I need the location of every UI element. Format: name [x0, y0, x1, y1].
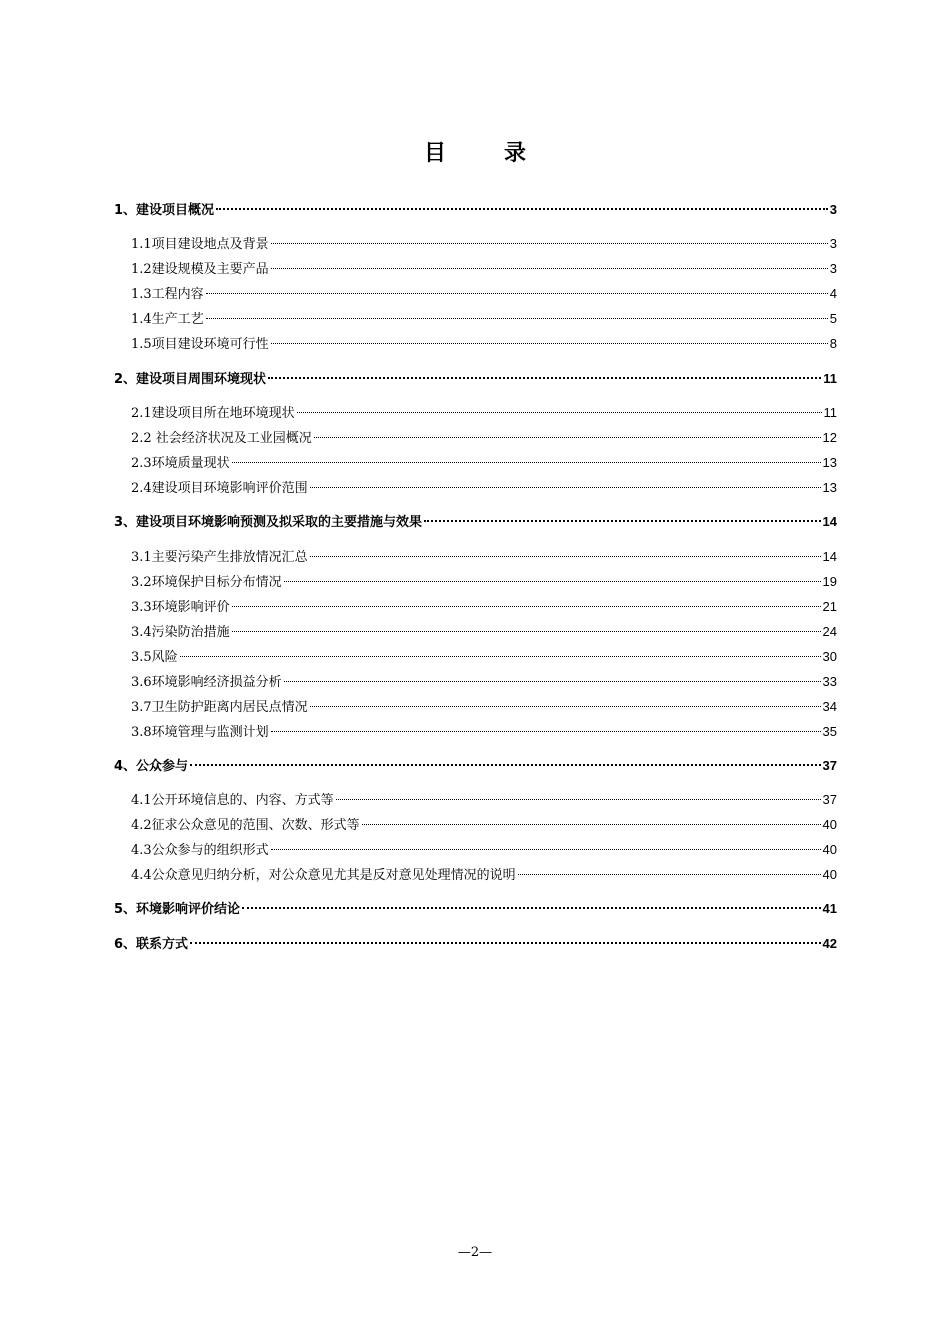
dot-leader	[180, 656, 821, 657]
toc-entry-title: 1.5项目建设环境可行性	[131, 337, 269, 352]
toc-entry-title: 4、公众参与	[114, 759, 189, 774]
dot-leader	[206, 318, 828, 319]
dot-leader	[336, 799, 821, 800]
toc-page-number: 11	[823, 405, 837, 420]
dot-leader	[271, 343, 828, 344]
dot-leader	[284, 581, 821, 582]
toc-entry-title: 3.6环境影响经济损益分析	[131, 675, 282, 690]
toc-section-entry[interactable]	[131, 234, 837, 254]
dot-leader	[310, 556, 821, 557]
dot-leader	[190, 942, 820, 944]
toc-entry-title: 3、建设项目环境影响预测及拟采取的主要措施与效果	[114, 515, 423, 530]
dot-leader	[297, 412, 822, 413]
toc-entry-title: 2.4建设项目环境影响评价范围	[131, 481, 308, 496]
toc-section-entry[interactable]	[131, 815, 837, 835]
toc-page-number: 3	[829, 202, 837, 217]
toc-entry-title: 1.3工程内容	[131, 287, 204, 302]
toc-entry-title: 4.3公众参与的组织形式	[131, 843, 269, 858]
toc-page-number: 11	[823, 371, 837, 386]
toc-section-entry[interactable]	[131, 453, 837, 473]
dot-leader	[271, 731, 821, 732]
toc-page-number: 14	[822, 514, 837, 529]
dot-leader	[310, 706, 821, 707]
toc-entry-title: 1.4生产工艺	[131, 312, 204, 327]
toc-page-number: 33	[822, 674, 837, 689]
toc-section-entry[interactable]	[131, 597, 837, 617]
dot-leader	[268, 377, 821, 379]
toc-entry-title: 1、建设项目概况	[114, 203, 215, 218]
toc-section-entry[interactable]	[131, 865, 837, 885]
toc-entry-title: 3.4污染防治措施	[131, 625, 230, 640]
toc-section-entry[interactable]	[131, 259, 837, 279]
toc-chapter-entry[interactable]	[114, 934, 837, 954]
toc-section-entry[interactable]	[131, 284, 837, 304]
toc-page-number: 3	[829, 261, 837, 276]
toc-section-entry[interactable]	[131, 309, 837, 329]
toc-entry-title: 4.1公开环境信息的、内容、方式等	[131, 793, 334, 808]
toc-entry-title: 3.1主要污染产生排放情况汇总	[131, 550, 308, 565]
dot-leader	[518, 874, 821, 875]
toc-page-number: 14	[822, 549, 837, 564]
toc-chapter-entry[interactable]	[114, 200, 837, 220]
toc-entry-title: 3.3环境影响评价	[131, 600, 230, 615]
toc-entry-title: 2.3环境质量现状	[131, 456, 230, 471]
toc-page-number: 3	[829, 236, 837, 251]
toc-page-number: 40	[822, 842, 837, 857]
toc-section-entry[interactable]	[131, 722, 837, 742]
toc-chapter-entry[interactable]	[114, 512, 837, 532]
dot-leader	[271, 849, 821, 850]
dot-leader	[424, 520, 820, 522]
dot-leader	[232, 606, 821, 607]
toc-entry-title: 3.7卫生防护距离内居民点情况	[131, 700, 308, 715]
toc-section-entry[interactable]	[131, 478, 837, 498]
toc-entry-title: 3.8环境管理与监测计划	[131, 725, 269, 740]
toc-entry-title: 4.4公众意见归纳分析，对公众意见尤其是反对意见处理情况的说明	[131, 868, 516, 883]
toc-section-entry[interactable]	[131, 403, 837, 423]
toc-page-number: 19	[822, 574, 837, 589]
toc-section-entry[interactable]	[131, 334, 837, 354]
toc-page-number: 37	[822, 758, 837, 773]
toc-section-entry[interactable]	[131, 547, 837, 567]
toc-page-number: 34	[822, 699, 837, 714]
toc-entry-title: 2.1建设项目所在地环境现状	[131, 406, 295, 421]
toc-page-number: 37	[822, 792, 837, 807]
toc-page-number: 42	[822, 936, 837, 951]
toc-page-number: 13	[822, 480, 837, 495]
toc-page-number: 21	[822, 599, 837, 614]
dot-leader	[271, 268, 828, 269]
toc-page-number: 35	[822, 724, 837, 739]
toc-entry-title: 1.1项目建设地点及背景	[131, 237, 269, 252]
dot-leader	[206, 293, 828, 294]
toc-entry-title: 6、联系方式	[114, 937, 189, 952]
toc-page-number: 8	[829, 336, 837, 351]
toc-section-entry[interactable]	[131, 840, 837, 860]
toc-page-number: 41	[822, 901, 837, 916]
toc-section-entry[interactable]	[131, 647, 837, 667]
page-title: 目 录	[423, 141, 544, 166]
toc-chapter-entry[interactable]	[114, 369, 837, 389]
toc-section-entry[interactable]	[131, 697, 837, 717]
dot-leader	[232, 462, 821, 463]
toc-page-number: 40	[822, 817, 837, 832]
dot-leader	[362, 824, 821, 825]
toc-page-number: 12	[822, 430, 837, 445]
toc-entry-title: 4.2征求公众意见的范围、次数、形式等	[131, 818, 360, 833]
toc-section-entry[interactable]	[131, 672, 837, 692]
toc-page-number: 24	[822, 624, 837, 639]
dot-leader	[232, 631, 821, 632]
toc-entry-title: 5、环境影响评价结论	[114, 902, 241, 917]
toc-chapter-entry[interactable]	[114, 756, 837, 776]
toc-section-entry[interactable]	[131, 622, 837, 642]
toc-page-number: 4	[829, 286, 837, 301]
toc-entry-title: 2、建设项目周围环境现状	[114, 372, 267, 387]
toc-entry-title: 3.5风险	[131, 650, 178, 665]
toc-entry-title: 3.2环境保护目标分布情况	[131, 575, 282, 590]
toc-entry-title: 2.2 社会经济状况及工业园概况	[131, 431, 312, 446]
toc-page-number: 30	[822, 649, 837, 664]
dot-leader	[216, 208, 828, 210]
dot-leader	[190, 764, 820, 766]
page-number: —2—	[457, 1245, 493, 1260]
toc-page-number: 5	[829, 311, 837, 326]
dot-leader	[284, 681, 821, 682]
dot-leader	[314, 437, 821, 438]
toc-page-number: 13	[822, 455, 837, 470]
toc-section-entry[interactable]	[131, 572, 837, 592]
dot-leader	[271, 243, 828, 244]
toc-chapter-entry[interactable]	[114, 899, 837, 919]
dot-leader	[310, 487, 821, 488]
toc-page-number: 40	[822, 867, 837, 882]
toc-section-entry[interactable]	[131, 790, 837, 810]
toc-section-entry[interactable]	[131, 428, 837, 448]
toc-entry-title: 1.2建设规模及主要产品	[131, 262, 269, 277]
dot-leader	[242, 907, 820, 909]
